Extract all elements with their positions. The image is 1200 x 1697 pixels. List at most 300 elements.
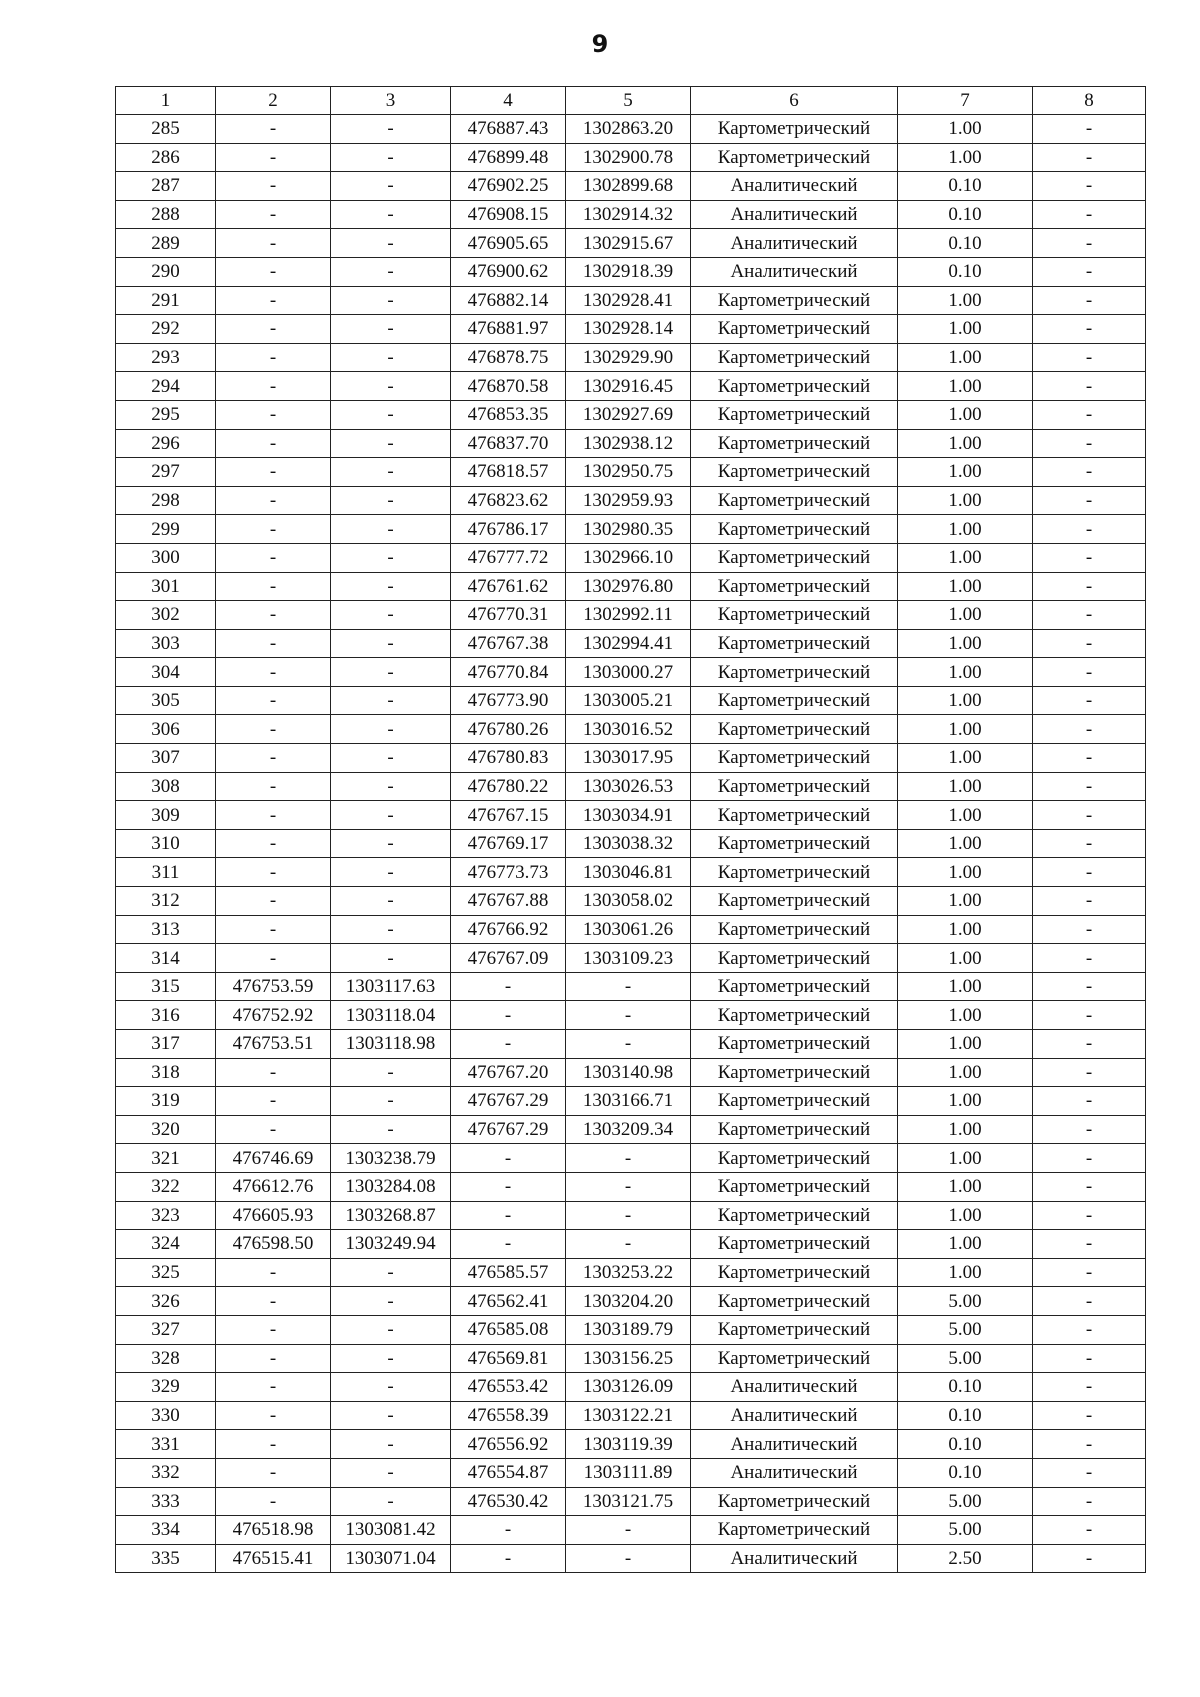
- determination-method-cell: Картометрический: [691, 772, 898, 801]
- note-cell: -: [1033, 286, 1146, 315]
- point-number-cell: 290: [116, 257, 216, 286]
- note-cell: -: [1033, 372, 1146, 401]
- determination-method-cell: Картометрический: [691, 115, 898, 144]
- x-coordinate-old-cell: -: [216, 343, 331, 372]
- x-coordinate-new-cell: 476887.43: [451, 115, 566, 144]
- table-row: [116, 486, 1146, 515]
- determination-method-cell: Картометрический: [691, 1230, 898, 1259]
- x-coordinate-old-cell: -: [216, 829, 331, 858]
- point-number-cell: 330: [116, 1401, 216, 1430]
- y-coordinate-old-cell: -: [331, 1287, 451, 1316]
- table-row: [116, 1030, 1146, 1059]
- x-coordinate-new-cell: 476562.41: [451, 1287, 566, 1316]
- y-coordinate-old-cell: -: [331, 115, 451, 144]
- table-row: [116, 429, 1146, 458]
- accuracy-value-cell: 1.00: [898, 715, 1033, 744]
- accuracy-value-cell: 1.00: [898, 486, 1033, 515]
- accuracy-value-cell: 1.00: [898, 400, 1033, 429]
- x-coordinate-new-cell: 476766.92: [451, 915, 566, 944]
- note-cell: -: [1033, 915, 1146, 944]
- accuracy-value-cell: 1.00: [898, 429, 1033, 458]
- point-number-cell: 328: [116, 1344, 216, 1373]
- table-row: [116, 458, 1146, 487]
- note-cell: -: [1033, 1230, 1146, 1259]
- x-coordinate-new-cell: 476769.17: [451, 829, 566, 858]
- accuracy-value-cell: 1.00: [898, 772, 1033, 801]
- point-number-cell: 297: [116, 458, 216, 487]
- point-number-cell: 310: [116, 829, 216, 858]
- y-coordinate-new-cell: 1302900.78: [566, 143, 691, 172]
- determination-method-cell: Картометрический: [691, 801, 898, 830]
- y-coordinate-new-cell: 1303109.23: [566, 944, 691, 973]
- x-coordinate-old-cell: 476752.92: [216, 1001, 331, 1030]
- accuracy-value-cell: 1.00: [898, 1115, 1033, 1144]
- determination-method-cell: Картометрический: [691, 315, 898, 344]
- x-coordinate-new-cell: 476780.83: [451, 744, 566, 773]
- point-number-cell: 302: [116, 601, 216, 630]
- note-cell: -: [1033, 744, 1146, 773]
- y-coordinate-new-cell: 1302950.75: [566, 458, 691, 487]
- table-row: [116, 1344, 1146, 1373]
- table-row: [116, 1458, 1146, 1487]
- accuracy-value-cell: 0.10: [898, 257, 1033, 286]
- determination-method-cell: Аналитический: [691, 229, 898, 258]
- note-cell: -: [1033, 543, 1146, 572]
- x-coordinate-new-cell: 476902.25: [451, 172, 566, 201]
- y-coordinate-new-cell: 1303046.81: [566, 858, 691, 887]
- point-number-cell: 304: [116, 658, 216, 687]
- accuracy-value-cell: 1.00: [898, 972, 1033, 1001]
- table-row: [116, 515, 1146, 544]
- y-coordinate-old-cell: 1303268.87: [331, 1201, 451, 1230]
- x-coordinate-new-cell: 476773.73: [451, 858, 566, 887]
- y-coordinate-new-cell: 1303189.79: [566, 1315, 691, 1344]
- y-coordinate-new-cell: 1302863.20: [566, 115, 691, 144]
- x-coordinate-new-cell: 476530.42: [451, 1487, 566, 1516]
- y-coordinate-new-cell: 1303126.09: [566, 1373, 691, 1402]
- note-cell: -: [1033, 458, 1146, 487]
- x-coordinate-new-cell: 476767.09: [451, 944, 566, 973]
- y-coordinate-new-cell: 1302918.39: [566, 257, 691, 286]
- determination-method-cell: Картометрический: [691, 744, 898, 773]
- accuracy-value-cell: 1.00: [898, 658, 1033, 687]
- table-row: [116, 601, 1146, 630]
- x-coordinate-new-cell: 476558.39: [451, 1401, 566, 1430]
- note-cell: -: [1033, 257, 1146, 286]
- x-coordinate-old-cell: -: [216, 200, 331, 229]
- x-coordinate-old-cell: -: [216, 143, 331, 172]
- y-coordinate-new-cell: 1303209.34: [566, 1115, 691, 1144]
- x-coordinate-new-cell: -: [451, 1001, 566, 1030]
- determination-method-cell: Картометрический: [691, 1487, 898, 1516]
- y-coordinate-old-cell: -: [331, 515, 451, 544]
- y-coordinate-new-cell: -: [566, 1516, 691, 1545]
- x-coordinate-new-cell: 476818.57: [451, 458, 566, 487]
- accuracy-value-cell: 1.00: [898, 315, 1033, 344]
- x-coordinate-new-cell: 476767.88: [451, 887, 566, 916]
- y-coordinate-new-cell: -: [566, 1172, 691, 1201]
- x-coordinate-new-cell: 476908.15: [451, 200, 566, 229]
- x-coordinate-new-cell: 476773.90: [451, 686, 566, 715]
- determination-method-cell: Картометрический: [691, 572, 898, 601]
- x-coordinate-new-cell: 476556.92: [451, 1430, 566, 1459]
- y-coordinate-old-cell: -: [331, 601, 451, 630]
- point-number-cell: 288: [116, 200, 216, 229]
- y-coordinate-new-cell: 1303122.21: [566, 1401, 691, 1430]
- x-coordinate-new-cell: -: [451, 1544, 566, 1573]
- note-cell: -: [1033, 572, 1146, 601]
- x-coordinate-old-cell: -: [216, 372, 331, 401]
- accuracy-value-cell: 1.00: [898, 1001, 1033, 1030]
- point-number-cell: 318: [116, 1058, 216, 1087]
- note-cell: -: [1033, 1287, 1146, 1316]
- table-row: [116, 801, 1146, 830]
- accuracy-value-cell: 0.10: [898, 1373, 1033, 1402]
- determination-method-cell: Картометрический: [691, 629, 898, 658]
- note-cell: -: [1033, 429, 1146, 458]
- table-row: [116, 1487, 1146, 1516]
- y-coordinate-new-cell: 1303005.21: [566, 686, 691, 715]
- point-number-cell: 315: [116, 972, 216, 1001]
- point-number-cell: 335: [116, 1544, 216, 1573]
- table-row: [116, 143, 1146, 172]
- y-coordinate-old-cell: -: [331, 286, 451, 315]
- determination-method-cell: Картометрический: [691, 486, 898, 515]
- accuracy-value-cell: 5.00: [898, 1287, 1033, 1316]
- x-coordinate-new-cell: 476882.14: [451, 286, 566, 315]
- point-number-cell: 308: [116, 772, 216, 801]
- x-coordinate-new-cell: -: [451, 1230, 566, 1259]
- y-coordinate-old-cell: -: [331, 257, 451, 286]
- table-row: [116, 944, 1146, 973]
- accuracy-value-cell: 1.00: [898, 572, 1033, 601]
- accuracy-value-cell: 1.00: [898, 543, 1033, 572]
- note-cell: -: [1033, 143, 1146, 172]
- accuracy-value-cell: 1.00: [898, 829, 1033, 858]
- table-row: [116, 1373, 1146, 1402]
- column-header: 7: [898, 87, 1033, 115]
- column-header: 6: [691, 87, 898, 115]
- note-cell: -: [1033, 1144, 1146, 1173]
- x-coordinate-old-cell: -: [216, 229, 331, 258]
- point-number-cell: 301: [116, 572, 216, 601]
- determination-method-cell: Аналитический: [691, 1373, 898, 1402]
- determination-method-cell: Картометрический: [691, 601, 898, 630]
- point-number-cell: 326: [116, 1287, 216, 1316]
- y-coordinate-new-cell: 1303140.98: [566, 1058, 691, 1087]
- determination-method-cell: Картометрический: [691, 658, 898, 687]
- determination-method-cell: Картометрический: [691, 972, 898, 1001]
- accuracy-value-cell: 2.50: [898, 1544, 1033, 1573]
- y-coordinate-old-cell: -: [331, 944, 451, 973]
- y-coordinate-old-cell: -: [331, 686, 451, 715]
- determination-method-cell: Картометрический: [691, 829, 898, 858]
- determination-method-cell: Картометрический: [691, 143, 898, 172]
- note-cell: -: [1033, 887, 1146, 916]
- note-cell: -: [1033, 972, 1146, 1001]
- point-number-cell: 299: [116, 515, 216, 544]
- point-number-cell: 316: [116, 1001, 216, 1030]
- note-cell: -: [1033, 229, 1146, 258]
- coordinates-table: [115, 86, 1146, 1573]
- point-number-cell: 303: [116, 629, 216, 658]
- column-header: 5: [566, 87, 691, 115]
- y-coordinate-old-cell: -: [331, 744, 451, 773]
- note-cell: -: [1033, 1258, 1146, 1287]
- x-coordinate-old-cell: -: [216, 1373, 331, 1402]
- y-coordinate-new-cell: 1303204.20: [566, 1287, 691, 1316]
- y-coordinate-old-cell: -: [331, 1087, 451, 1116]
- y-coordinate-old-cell: 1303249.94: [331, 1230, 451, 1259]
- x-coordinate-old-cell: -: [216, 944, 331, 973]
- y-coordinate-new-cell: 1302980.35: [566, 515, 691, 544]
- determination-method-cell: Картометрический: [691, 1344, 898, 1373]
- table-row: [116, 1258, 1146, 1287]
- determination-method-cell: Аналитический: [691, 1458, 898, 1487]
- x-coordinate-old-cell: 476515.41: [216, 1544, 331, 1573]
- x-coordinate-old-cell: -: [216, 1315, 331, 1344]
- table-row: [116, 686, 1146, 715]
- x-coordinate-old-cell: 476518.98: [216, 1516, 331, 1545]
- accuracy-value-cell: 0.10: [898, 172, 1033, 201]
- determination-method-cell: Картометрический: [691, 1115, 898, 1144]
- y-coordinate-old-cell: -: [331, 143, 451, 172]
- point-number-cell: 312: [116, 887, 216, 916]
- y-coordinate-new-cell: 1303026.53: [566, 772, 691, 801]
- note-cell: -: [1033, 1516, 1146, 1545]
- y-coordinate-new-cell: 1302966.10: [566, 543, 691, 572]
- x-coordinate-new-cell: 476767.29: [451, 1115, 566, 1144]
- x-coordinate-new-cell: 476837.70: [451, 429, 566, 458]
- x-coordinate-old-cell: -: [216, 315, 331, 344]
- table-row: [116, 400, 1146, 429]
- table-body: [116, 115, 1146, 1573]
- table-row: [116, 915, 1146, 944]
- table-row: [116, 744, 1146, 773]
- determination-method-cell: Картометрический: [691, 715, 898, 744]
- table-row: [116, 115, 1146, 144]
- table-row: [116, 858, 1146, 887]
- table-row: [116, 1516, 1146, 1545]
- y-coordinate-new-cell: 1303119.39: [566, 1430, 691, 1459]
- y-coordinate-new-cell: 1302928.14: [566, 315, 691, 344]
- point-number-cell: 323: [116, 1201, 216, 1230]
- accuracy-value-cell: 1.00: [898, 601, 1033, 630]
- table-row: [116, 286, 1146, 315]
- x-coordinate-old-cell: -: [216, 286, 331, 315]
- note-cell: -: [1033, 343, 1146, 372]
- note-cell: -: [1033, 686, 1146, 715]
- x-coordinate-new-cell: -: [451, 972, 566, 1001]
- x-coordinate-new-cell: 476553.42: [451, 1373, 566, 1402]
- y-coordinate-old-cell: 1303117.63: [331, 972, 451, 1001]
- accuracy-value-cell: 5.00: [898, 1344, 1033, 1373]
- y-coordinate-new-cell: 1302959.93: [566, 486, 691, 515]
- note-cell: -: [1033, 1201, 1146, 1230]
- column-header: 4: [451, 87, 566, 115]
- determination-method-cell: Аналитический: [691, 1544, 898, 1573]
- x-coordinate-new-cell: 476823.62: [451, 486, 566, 515]
- y-coordinate-new-cell: -: [566, 1144, 691, 1173]
- y-coordinate-old-cell: -: [331, 1487, 451, 1516]
- determination-method-cell: Картометрический: [691, 1001, 898, 1030]
- y-coordinate-new-cell: 1302992.11: [566, 601, 691, 630]
- point-number-cell: 292: [116, 315, 216, 344]
- note-cell: -: [1033, 1401, 1146, 1430]
- x-coordinate-new-cell: 476878.75: [451, 343, 566, 372]
- x-coordinate-old-cell: -: [216, 858, 331, 887]
- point-number-cell: 327: [116, 1315, 216, 1344]
- y-coordinate-old-cell: -: [331, 887, 451, 916]
- x-coordinate-old-cell: -: [216, 458, 331, 487]
- y-coordinate-old-cell: 1303118.04: [331, 1001, 451, 1030]
- y-coordinate-old-cell: -: [331, 715, 451, 744]
- y-coordinate-new-cell: 1302976.80: [566, 572, 691, 601]
- y-coordinate-new-cell: 1302994.41: [566, 629, 691, 658]
- column-header: 2: [216, 87, 331, 115]
- x-coordinate-new-cell: 476554.87: [451, 1458, 566, 1487]
- y-coordinate-old-cell: -: [331, 1458, 451, 1487]
- note-cell: -: [1033, 1030, 1146, 1059]
- point-number-cell: 289: [116, 229, 216, 258]
- accuracy-value-cell: 1.00: [898, 915, 1033, 944]
- point-number-cell: 319: [116, 1087, 216, 1116]
- x-coordinate-old-cell: 476598.50: [216, 1230, 331, 1259]
- table-row: [116, 172, 1146, 201]
- point-number-cell: 324: [116, 1230, 216, 1259]
- determination-method-cell: Картометрический: [691, 1287, 898, 1316]
- accuracy-value-cell: 1.00: [898, 143, 1033, 172]
- y-coordinate-old-cell: -: [331, 315, 451, 344]
- table-row: [116, 1230, 1146, 1259]
- y-coordinate-new-cell: 1303253.22: [566, 1258, 691, 1287]
- point-number-cell: 300: [116, 543, 216, 572]
- y-coordinate-new-cell: 1303121.75: [566, 1487, 691, 1516]
- y-coordinate-old-cell: 1303071.04: [331, 1544, 451, 1573]
- point-number-cell: 296: [116, 429, 216, 458]
- point-number-cell: 291: [116, 286, 216, 315]
- x-coordinate-new-cell: 476767.20: [451, 1058, 566, 1087]
- table-row: [116, 257, 1146, 286]
- x-coordinate-new-cell: 476870.58: [451, 372, 566, 401]
- point-number-cell: 311: [116, 858, 216, 887]
- note-cell: -: [1033, 1458, 1146, 1487]
- determination-method-cell: Аналитический: [691, 1401, 898, 1430]
- x-coordinate-old-cell: 476605.93: [216, 1201, 331, 1230]
- point-number-cell: 285: [116, 115, 216, 144]
- point-number-cell: 320: [116, 1115, 216, 1144]
- y-coordinate-old-cell: -: [331, 801, 451, 830]
- point-number-cell: 333: [116, 1487, 216, 1516]
- accuracy-value-cell: 1.00: [898, 744, 1033, 773]
- x-coordinate-new-cell: 476899.48: [451, 143, 566, 172]
- y-coordinate-new-cell: 1302916.45: [566, 372, 691, 401]
- determination-method-cell: Картометрический: [691, 515, 898, 544]
- page-number: 9: [591, 30, 609, 58]
- determination-method-cell: Картометрический: [691, 944, 898, 973]
- note-cell: -: [1033, 1087, 1146, 1116]
- note-cell: -: [1033, 658, 1146, 687]
- note-cell: -: [1033, 629, 1146, 658]
- y-coordinate-new-cell: -: [566, 1230, 691, 1259]
- table-row: [116, 200, 1146, 229]
- y-coordinate-new-cell: -: [566, 1030, 691, 1059]
- y-coordinate-old-cell: -: [331, 1258, 451, 1287]
- y-coordinate-old-cell: -: [331, 229, 451, 258]
- y-coordinate-old-cell: -: [331, 486, 451, 515]
- column-header: 3: [331, 87, 451, 115]
- accuracy-value-cell: 0.10: [898, 1458, 1033, 1487]
- y-coordinate-old-cell: -: [331, 400, 451, 429]
- accuracy-value-cell: 1.00: [898, 686, 1033, 715]
- point-number-cell: 287: [116, 172, 216, 201]
- y-coordinate-new-cell: -: [566, 1001, 691, 1030]
- determination-method-cell: Картометрический: [691, 543, 898, 572]
- table-row: [116, 1287, 1146, 1316]
- x-coordinate-new-cell: -: [451, 1201, 566, 1230]
- point-number-cell: 307: [116, 744, 216, 773]
- accuracy-value-cell: 1.00: [898, 1030, 1033, 1059]
- y-coordinate-old-cell: -: [331, 1115, 451, 1144]
- table-row: [116, 372, 1146, 401]
- y-coordinate-new-cell: 1302928.41: [566, 286, 691, 315]
- x-coordinate-new-cell: 476853.35: [451, 400, 566, 429]
- x-coordinate-old-cell: -: [216, 1087, 331, 1116]
- column-header: 8: [1033, 87, 1146, 115]
- y-coordinate-old-cell: -: [331, 1401, 451, 1430]
- determination-method-cell: Картометрический: [691, 1087, 898, 1116]
- accuracy-value-cell: 1.00: [898, 1230, 1033, 1259]
- y-coordinate-old-cell: 1303081.42: [331, 1516, 451, 1545]
- note-cell: -: [1033, 1001, 1146, 1030]
- determination-method-cell: Аналитический: [691, 257, 898, 286]
- table-row: [116, 629, 1146, 658]
- point-number-cell: 332: [116, 1458, 216, 1487]
- point-number-cell: 317: [116, 1030, 216, 1059]
- accuracy-value-cell: 1.00: [898, 1172, 1033, 1201]
- x-coordinate-old-cell: 476612.76: [216, 1172, 331, 1201]
- note-cell: -: [1033, 1315, 1146, 1344]
- x-coordinate-old-cell: -: [216, 686, 331, 715]
- determination-method-cell: Аналитический: [691, 200, 898, 229]
- accuracy-value-cell: 1.00: [898, 515, 1033, 544]
- point-number-cell: 325: [116, 1258, 216, 1287]
- y-coordinate-old-cell: -: [331, 772, 451, 801]
- point-number-cell: 294: [116, 372, 216, 401]
- note-cell: -: [1033, 772, 1146, 801]
- determination-method-cell: Картометрический: [691, 858, 898, 887]
- note-cell: -: [1033, 486, 1146, 515]
- x-coordinate-old-cell: -: [216, 572, 331, 601]
- point-number-cell: 298: [116, 486, 216, 515]
- y-coordinate-new-cell: 1302914.32: [566, 200, 691, 229]
- y-coordinate-old-cell: -: [331, 343, 451, 372]
- x-coordinate-new-cell: 476569.81: [451, 1344, 566, 1373]
- y-coordinate-old-cell: -: [331, 172, 451, 201]
- table-row: [116, 229, 1146, 258]
- x-coordinate-old-cell: 476753.59: [216, 972, 331, 1001]
- y-coordinate-old-cell: -: [331, 1058, 451, 1087]
- column-header: 1: [116, 87, 216, 115]
- determination-method-cell: Картометрический: [691, 286, 898, 315]
- y-coordinate-old-cell: -: [331, 543, 451, 572]
- accuracy-value-cell: 1.00: [898, 1144, 1033, 1173]
- x-coordinate-old-cell: -: [216, 744, 331, 773]
- x-coordinate-old-cell: -: [216, 1287, 331, 1316]
- y-coordinate-old-cell: -: [331, 915, 451, 944]
- x-coordinate-old-cell: -: [216, 601, 331, 630]
- note-cell: -: [1033, 601, 1146, 630]
